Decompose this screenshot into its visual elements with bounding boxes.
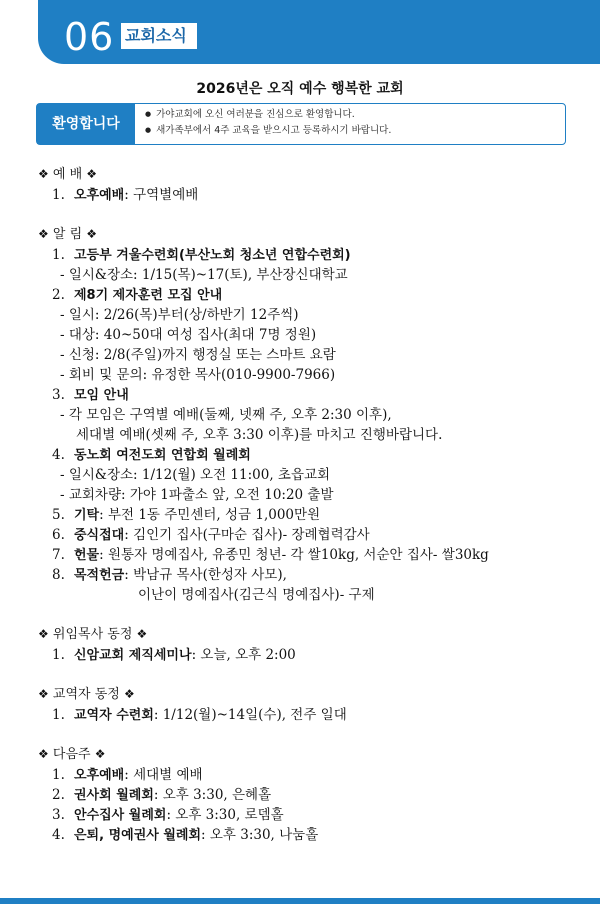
section-pastor: [38, 623, 568, 665]
section-heading: ❖ 교역자 동정 ❖: [38, 687, 135, 702]
sub-item: - 교회차량: 가야 1파출소 앞, 오전 10:20 출발: [60, 487, 334, 503]
list-item: 5. 기탁: 부전 1동 주민센터, 성금 1,000만원: [52, 507, 321, 523]
diamond-icon: ❖: [38, 627, 49, 641]
list-item: 4. 동노회 여전도회 연합회 월례회: [52, 447, 251, 463]
list-item: 4. 은퇴, 명예권사 월례회: 오후 3:30, 나눔홀: [52, 827, 319, 843]
list-item: 2. 제8기 제자훈련 모집 안내: [52, 287, 223, 303]
sub-item: - 일시&장소: 1/12(월) 오전 11:00, 초읍교회: [60, 467, 331, 483]
diamond-icon: ❖: [38, 227, 49, 241]
announcements: [38, 163, 568, 863]
footer-rule: [0, 898, 600, 904]
sub-item: - 일시&장소: 1/15(목)~17(토), 부산장신대학교: [60, 267, 348, 283]
list-item: 7. 헌물: 원통자 명예집사, 유종민 청년- 각 쌀10kg, 서순안 집사- 쌀30kg: [52, 547, 489, 563]
diamond-icon: ❖: [86, 167, 98, 181]
section-worship: [38, 163, 568, 205]
section-heading: ❖ 위임목사 동정 ❖: [38, 627, 148, 642]
welcome-note: ● 새가족부에서 4주 교육을 받으시고 등록하시기 바랍니다.: [145, 123, 391, 139]
list-item: 1. 신암교회 제직세미나: 오늘, 오후 2:00: [52, 647, 296, 663]
welcome-label: 환영합니다: [37, 104, 135, 144]
section-heading: ❖ 예 배 ❖: [38, 167, 98, 182]
section-number: 06: [64, 15, 115, 59]
diamond-icon: ❖: [94, 747, 106, 761]
list-item: 8. 목적헌금: 박남규 목사(한성자 사모),: [52, 567, 287, 583]
diamond-icon: ❖: [38, 687, 49, 701]
welcome-note: ● 가야교회에 오신 여러분을 진심으로 환영합니다.: [145, 107, 391, 123]
section-notices: [38, 223, 568, 605]
sub-item: - 신청: 2/8(주일)까지 행정실 또는 스마트 요람: [60, 347, 336, 363]
diamond-icon: ❖: [86, 227, 98, 241]
list-item: 2. 권사회 월례회: 오후 3:30, 은혜홀: [52, 787, 272, 803]
list-item: 1. 고등부 겨울수련회(부산노회 청소년 연합수련회): [52, 247, 351, 263]
section-ministers: [38, 683, 568, 725]
diamond-icon: ❖: [38, 167, 49, 181]
sub-item-continued: 세대별 예배(셋째 주, 오후 3:30 이후)를 마치고 진행바랍니다.: [76, 427, 443, 443]
diamond-icon: ❖: [123, 687, 135, 701]
list-item: 1. 오후예배: 구역별예배: [52, 187, 199, 203]
welcome-notes: [145, 107, 391, 139]
sub-item: - 각 모임은 구역별 예배(둘째, 넷째 주, 오후 2:30 이후),: [60, 407, 392, 423]
section-label: 교회소식: [121, 23, 197, 49]
list-item: 1. 오후예배: 세대별 예배: [52, 767, 203, 783]
welcome-box: [36, 103, 566, 145]
sub-item: - 대상: 40~50대 여성 집사(최대 7명 정원): [60, 327, 317, 343]
section-heading: ❖ 다음주 ❖: [38, 747, 106, 762]
list-item: 3. 안수집사 월례회: 오후 3:30, 로뎀홀: [52, 807, 284, 823]
item-continued: 이난이 명예집사(김근식 명예집사)- 구제: [138, 587, 375, 603]
sub-item: - 일시: 2/26(목)부터(상/하반기 12주씩): [60, 307, 299, 323]
diamond-icon: ❖: [38, 747, 49, 761]
list-item: 1. 교역자 수련회: 1/12(월)~14일(수), 전주 일대: [52, 707, 347, 723]
section-next-week: [38, 743, 568, 845]
section-heading: ❖ 알 림 ❖: [38, 227, 98, 242]
diamond-icon: ❖: [136, 627, 148, 641]
page-title: 2026년은 오직 예수 행복한 교회: [196, 81, 404, 97]
list-item: 3. 모임 안내: [52, 387, 129, 403]
list-item: 6. 중식접대: 김인기 집사(구마순 집사)- 장례협력감사: [52, 527, 370, 543]
sub-item: - 회비 및 문의: 유정한 목사(010-9900-7966): [60, 367, 336, 383]
